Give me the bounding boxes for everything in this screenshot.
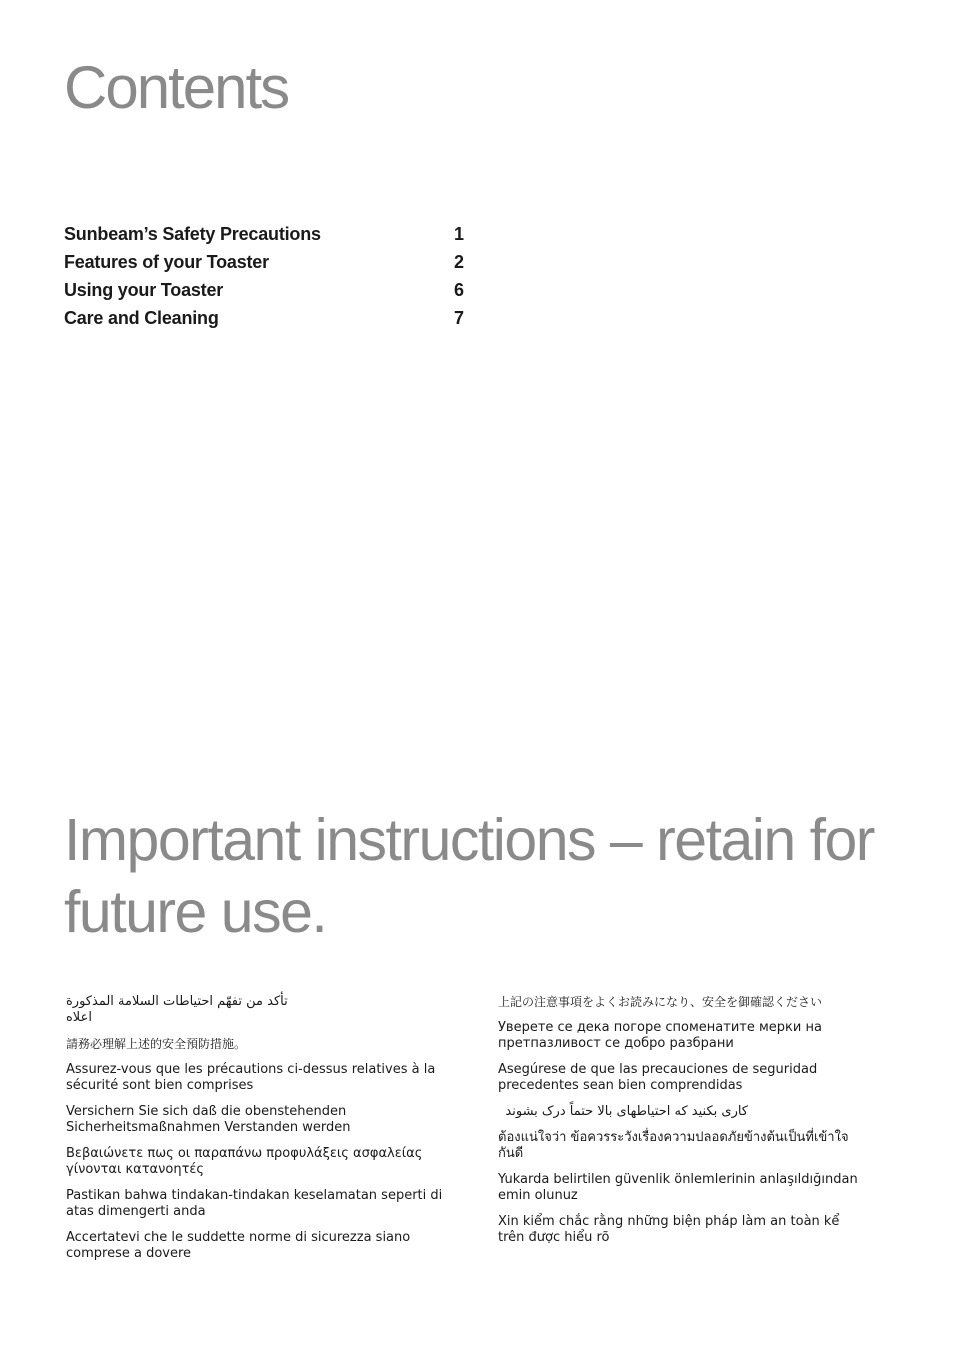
notice-arabic: تأكد من تفهّم احتياطات السلامة المذكورة اعلاه — [66, 994, 288, 1025]
toc-item-label: Features of your Toaster — [64, 252, 269, 272]
toc-item-page: 1 — [453, 224, 464, 244]
notice-persian: کاری بکنید که احتیاطهای بالا حتماً درک بشوند — [505, 1104, 748, 1119]
notice-vietnamese: Xin kiểm chắc rằng những biện pháp làm an toàn kể trên được hiểu rõ — [498, 1214, 840, 1245]
notice-malay: Pastikan bahwa tindakan-tindakan keselamatan seperti di atas dimengerti anda — [66, 1188, 443, 1219]
notice-spanish: Asegúrese de que las precauciones de seguridad precedentes sean bien comprendidas — [498, 1062, 818, 1093]
notice-greek: Βεβαιώνετε πως οι παραπάνω προφυλάξεις ασφαλείας γίνονται κατανοητές — [66, 1146, 423, 1177]
toc-item-page: 6 — [453, 280, 464, 300]
toc-item-label: Care and Cleaning — [64, 308, 219, 328]
notice-thai: ต้องแน่ใจว่า ข้อควรระวังเรื่องความปลอดภัยข้างต้นเป็นที่เข้าใจกันดี — [498, 1130, 849, 1161]
toc-item-page: 2 — [453, 252, 464, 272]
notice-japanese: 上記の注意事項をよくお読みになり、安全を御確認ください — [498, 995, 823, 1009]
notice-turkish: Yukarda belirtilen güvenlik önlemlerinin anlaşıldığından emin olunuz — [498, 1172, 858, 1203]
toc-item-features[interactable] — [64, 248, 464, 276]
contents-title: Contents — [64, 54, 289, 121]
table-of-contents — [64, 220, 464, 332]
notice-macedonian: Уверете се дека погоре споменатите мерки на претпазливост се добро разбрани — [498, 1020, 822, 1051]
notice-german: Versichern Sie sich daß die obenstehenden Sicherheitsmaßnahmen Verstanden werden — [66, 1104, 351, 1135]
toc-item-using[interactable] — [64, 276, 464, 304]
toc-item-care-cleaning[interactable] — [64, 304, 464, 332]
notices-left-column — [66, 994, 446, 1272]
important-instructions-heading: Important instructions – retain for future use. — [64, 807, 874, 945]
notice-chinese: 請務必理解上述的安全預防措施。 — [66, 1037, 247, 1051]
toc-item-label: Using your Toaster — [64, 280, 224, 300]
notice-italian: Accertatevi che le suddette norme di sicurezza siano comprese a dovere — [66, 1230, 411, 1261]
notices-right-column — [498, 994, 858, 1256]
notice-french: Assurez-vous que les précautions ci-dessus relatives à la sécurité sont bien comprises — [66, 1062, 436, 1093]
toc-item-safety-precautions[interactable] — [64, 220, 464, 248]
toc-item-label: Sunbeam’s Safety Precautions — [64, 224, 321, 244]
toc-item-page: 7 — [453, 308, 464, 328]
